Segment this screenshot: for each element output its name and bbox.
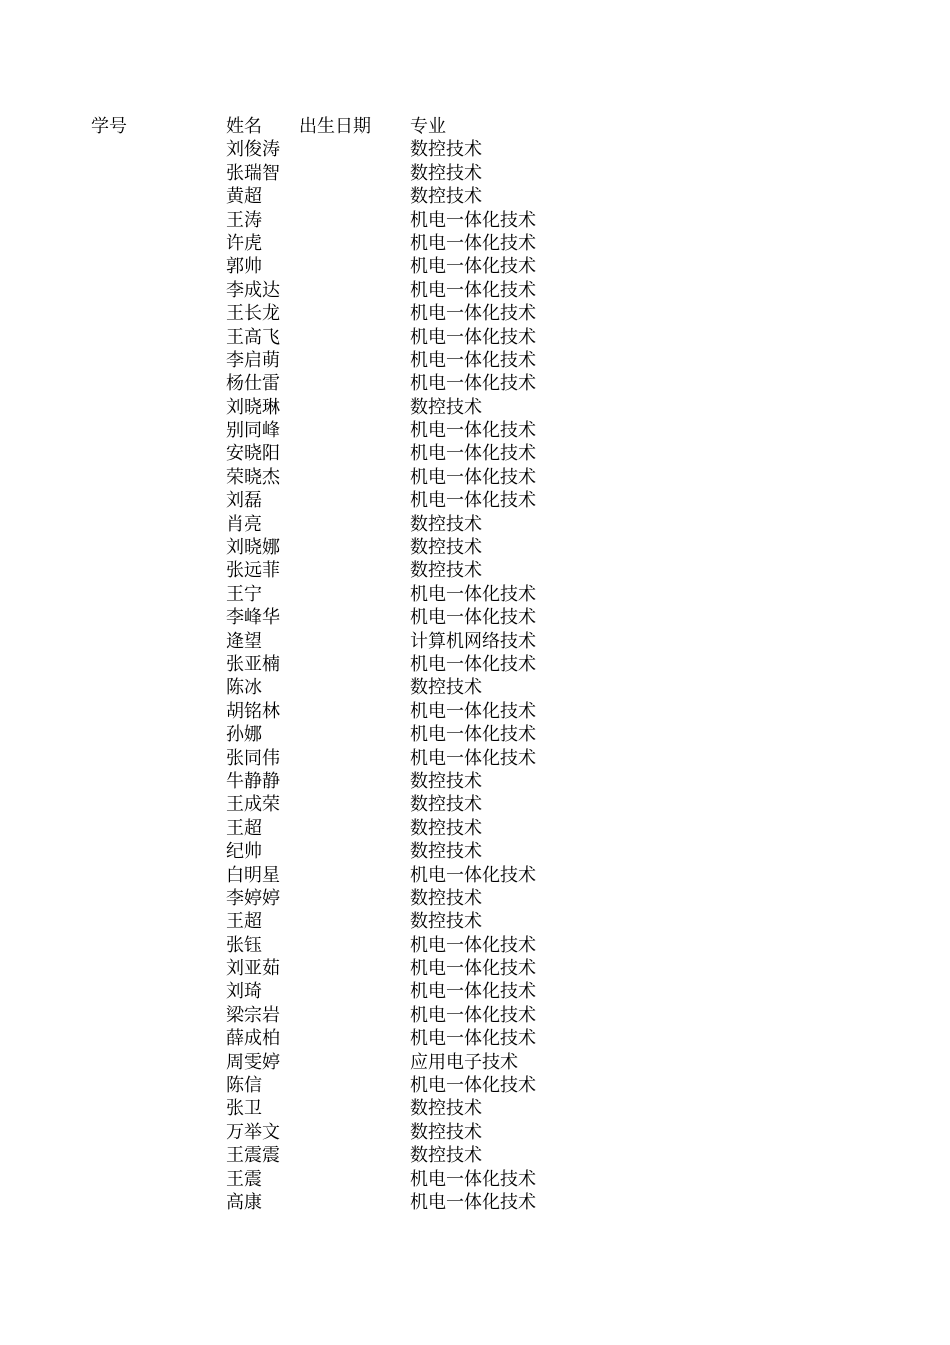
table-row: [0, 466, 950, 489]
student-name: 刘晓娜: [226, 537, 280, 559]
student-major: 机电一体化技术: [410, 607, 536, 629]
student-major: 机电一体化技术: [410, 1004, 536, 1026]
table-row: [0, 419, 950, 442]
student-major: 计算机网络技术: [410, 630, 536, 652]
student-major: 机电一体化技术: [410, 420, 536, 442]
student-name: 张远菲: [226, 560, 280, 582]
table-row: [0, 255, 950, 278]
student-name: 李峰华: [226, 607, 280, 629]
student-major: 数控技术: [410, 537, 482, 559]
student-name: 逄望: [226, 630, 262, 652]
table-row: [0, 489, 950, 512]
table-row: [0, 934, 950, 957]
student-name: 纪帅: [226, 841, 262, 863]
student-major: 数控技术: [410, 1098, 482, 1120]
student-name: 张卫: [226, 1098, 262, 1120]
table-row: [0, 396, 950, 419]
student-major: 机电一体化技术: [410, 303, 536, 325]
table-row: [0, 747, 950, 770]
table-row: [0, 1004, 950, 1027]
header-name: 姓名: [226, 116, 262, 137]
table-row: [0, 138, 950, 161]
student-name: 李成达: [226, 279, 280, 301]
table-row: [0, 1121, 950, 1144]
student-name: 王震: [226, 1168, 262, 1190]
student-name: 王成荣: [226, 794, 280, 816]
student-name: 胡铭林: [226, 700, 280, 722]
student-major: 数控技术: [410, 770, 482, 792]
student-major: 数控技术: [410, 794, 482, 816]
student-name: 肖亮: [226, 513, 262, 535]
student-major: 数控技术: [410, 677, 482, 699]
student-major: 数控技术: [410, 887, 482, 909]
student-name: 万举文: [226, 1121, 280, 1143]
table-row: [0, 817, 950, 840]
table-row: [0, 536, 950, 559]
student-major: 应用电子技术: [410, 1051, 518, 1073]
table-row: [0, 606, 950, 629]
student-major: 机电一体化技术: [410, 232, 536, 254]
student-name: 刘琦: [226, 981, 262, 1003]
table-row: [0, 559, 950, 582]
student-name: 刘晓琳: [226, 396, 280, 418]
student-name: 王长龙: [226, 303, 280, 325]
student-name: 牛静静: [226, 770, 280, 792]
student-major: 数控技术: [410, 1121, 482, 1143]
table-row: [0, 1144, 950, 1167]
student-name: 许虎: [226, 232, 262, 254]
header-id: 学号: [91, 116, 127, 137]
student-major: 机电一体化技术: [410, 958, 536, 980]
table-row: [0, 372, 950, 395]
student-major: 机电一体化技术: [410, 1075, 536, 1097]
student-major: 数控技术: [410, 139, 482, 161]
student-major: 机电一体化技术: [410, 209, 536, 231]
student-name: 王高飞: [226, 326, 280, 348]
header-dob: 出生日期: [299, 116, 371, 137]
table-row: [0, 676, 950, 699]
student-major: 机电一体化技术: [410, 279, 536, 301]
student-name: 张瑞智: [226, 162, 280, 184]
student-major: 数控技术: [410, 911, 482, 933]
student-name: 王涛: [226, 209, 262, 231]
table-row: [0, 864, 950, 887]
table-row: [0, 513, 950, 536]
table-row: [0, 232, 950, 255]
table-row: [0, 442, 950, 465]
student-major: 机电一体化技术: [410, 326, 536, 348]
student-major: 机电一体化技术: [410, 583, 536, 605]
student-table: [0, 115, 950, 1214]
table-row: [0, 349, 950, 372]
student-name: 别同峰: [226, 420, 280, 442]
student-major: 机电一体化技术: [410, 747, 536, 769]
student-name: 杨仕雷: [226, 373, 280, 395]
student-major: 机电一体化技术: [410, 373, 536, 395]
student-name: 安晓阳: [226, 443, 280, 465]
student-major: 机电一体化技术: [410, 864, 536, 886]
student-name: 张钰: [226, 934, 262, 956]
student-name: 刘磊: [226, 490, 262, 512]
student-name: 王震震: [226, 1145, 280, 1167]
student-major: 数控技术: [410, 186, 482, 208]
student-major: 数控技术: [410, 396, 482, 418]
student-name: 陈信: [226, 1075, 262, 1097]
student-name: 梁宗岩: [226, 1004, 280, 1026]
student-name: 张同伟: [226, 747, 280, 769]
table-row: [0, 700, 950, 723]
student-name: 荣晓杰: [226, 466, 280, 488]
table-row: [0, 302, 950, 325]
student-name: 孙娜: [226, 724, 262, 746]
student-name: 白明星: [226, 864, 280, 886]
student-major: 机电一体化技术: [410, 1168, 536, 1190]
table-row: [0, 887, 950, 910]
student-name: 高康: [226, 1191, 262, 1213]
table-row: [0, 209, 950, 232]
student-name: 李启萌: [226, 349, 280, 371]
table-row: [0, 1168, 950, 1191]
student-name: 王宁: [226, 583, 262, 605]
student-name: 陈冰: [226, 677, 262, 699]
student-major: 机电一体化技术: [410, 1028, 536, 1050]
student-major: 机电一体化技术: [410, 349, 536, 371]
table-row: [0, 326, 950, 349]
table-body: [0, 138, 950, 1214]
table-row: [0, 162, 950, 185]
student-name: 薛成柏: [226, 1028, 280, 1050]
student-name: 刘俊涛: [226, 139, 280, 161]
student-major: 机电一体化技术: [410, 724, 536, 746]
student-major: 机电一体化技术: [410, 466, 536, 488]
student-major: 数控技术: [410, 1145, 482, 1167]
table-row: [0, 1097, 950, 1120]
student-name: 王超: [226, 817, 262, 839]
table-row: [0, 723, 950, 746]
table-row: [0, 770, 950, 793]
student-name: 张亚楠: [226, 653, 280, 675]
table-row: [0, 910, 950, 933]
student-major: 机电一体化技术: [410, 1191, 536, 1213]
table-row: [0, 185, 950, 208]
header-major: 专业: [410, 116, 446, 137]
student-name: 刘亚茹: [226, 958, 280, 980]
student-name: 王超: [226, 911, 262, 933]
student-major: 机电一体化技术: [410, 934, 536, 956]
student-name: 黄超: [226, 186, 262, 208]
table-header: [0, 115, 950, 138]
student-major: 数控技术: [410, 560, 482, 582]
table-row: [0, 1051, 950, 1074]
student-major: 机电一体化技术: [410, 490, 536, 512]
table-row: [0, 583, 950, 606]
student-major: 机电一体化技术: [410, 256, 536, 278]
table-row: [0, 957, 950, 980]
table-row: [0, 980, 950, 1003]
table-row: [0, 1074, 950, 1097]
table-row: [0, 793, 950, 816]
table-row: [0, 279, 950, 302]
student-name: 李婷婷: [226, 887, 280, 909]
student-major: 数控技术: [410, 841, 482, 863]
table-row: [0, 1191, 950, 1214]
student-name: 周雯婷: [226, 1051, 280, 1073]
student-major: 数控技术: [410, 817, 482, 839]
student-name: 郭帅: [226, 256, 262, 278]
student-major: 机电一体化技术: [410, 700, 536, 722]
student-major: 机电一体化技术: [410, 981, 536, 1003]
student-major: 数控技术: [410, 513, 482, 535]
table-row: [0, 1027, 950, 1050]
student-major: 机电一体化技术: [410, 653, 536, 675]
student-major: 数控技术: [410, 162, 482, 184]
table-row: [0, 653, 950, 676]
table-row: [0, 840, 950, 863]
table-row: [0, 630, 950, 653]
student-major: 机电一体化技术: [410, 443, 536, 465]
